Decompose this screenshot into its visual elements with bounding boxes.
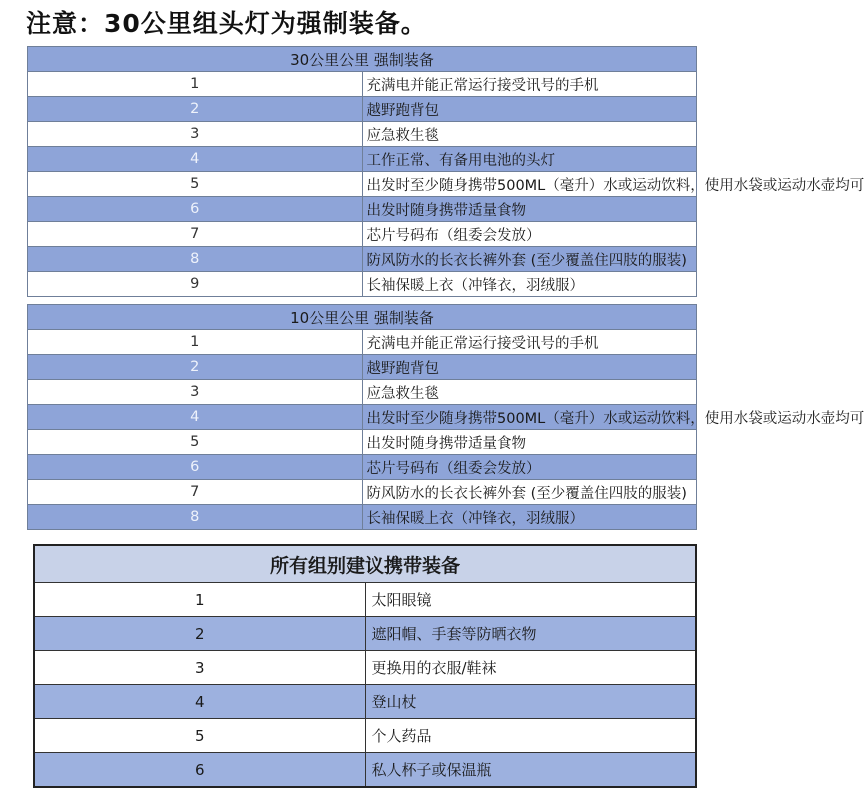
row-item: 越野跑背包 — [362, 97, 697, 122]
row-number: 3 — [28, 122, 363, 147]
table-row — [34, 651, 696, 685]
row-number: 1 — [28, 330, 363, 355]
table-row — [28, 355, 697, 380]
row-number: 7 — [28, 222, 363, 247]
row-item: 充满电并能正常运行接受讯号的手机 — [362, 72, 697, 97]
table-row — [28, 97, 697, 122]
row-number: 3 — [28, 380, 363, 405]
row-item: 芯片号码布（组委会发放） — [362, 455, 697, 480]
table-row — [28, 122, 697, 147]
row-item: 太阳眼镜 — [365, 583, 696, 617]
mandatory-30km-table — [27, 46, 864, 297]
row-number: 2 — [34, 617, 365, 651]
table-header: 30公里公里 强制装备 — [28, 47, 697, 72]
row-item: 出发时随身携带适量食物 — [362, 430, 697, 455]
row-number: 1 — [28, 72, 363, 97]
row-item: 工作正常、有备用电池的头灯 — [362, 147, 697, 172]
table-row — [28, 505, 697, 530]
row-item: 应急救生毯 — [362, 380, 697, 405]
table-row — [28, 172, 697, 197]
row-number: 5 — [28, 430, 363, 455]
table-row — [28, 480, 697, 505]
row-item: 更换用的衣服/鞋袜 — [365, 651, 696, 685]
table-row — [34, 583, 696, 617]
table-row — [28, 455, 697, 480]
row-item: 登山杖 — [365, 685, 696, 719]
row-item: 长袖保暖上衣（冲锋衣，羽绒服） — [362, 272, 697, 297]
row-item: 私人杯子或保温瓶 — [365, 753, 696, 788]
table-row — [34, 753, 696, 788]
row-item: 防风防水的长衣长裤外套 (至少覆盖住四肢的服装) — [362, 480, 697, 505]
row-number: 3 — [34, 651, 365, 685]
row-number: 4 — [34, 685, 365, 719]
row-number: 5 — [28, 172, 363, 197]
row-item: 越野跑背包 — [362, 355, 697, 380]
table-header: 所有组别建议携带装备 — [34, 545, 696, 583]
recommended-equipment-table — [33, 544, 697, 788]
row-item: 出发时随身携带适量食物 — [362, 197, 697, 222]
row-item: 出发时至少随身携带500ML（毫升）水或运动饮料，使用水袋或运动水壶均可 — [362, 172, 697, 197]
row-item: 充满电并能正常运行接受讯号的手机 — [362, 330, 697, 355]
row-number: 2 — [28, 355, 363, 380]
table-row — [28, 147, 697, 172]
row-number: 1 — [34, 583, 365, 617]
row-number: 8 — [28, 505, 363, 530]
table-row — [28, 72, 697, 97]
mandatory-10km-table — [27, 304, 864, 530]
row-number: 6 — [28, 197, 363, 222]
table-row — [28, 405, 697, 430]
row-number: 5 — [34, 719, 365, 753]
table-row — [28, 380, 697, 405]
row-item: 出发时至少随身携带500ML（毫升）水或运动饮料，使用水袋或运动水壶均可 — [362, 405, 697, 430]
row-number: 9 — [28, 272, 363, 297]
row-number: 6 — [28, 455, 363, 480]
table-row — [28, 272, 697, 297]
row-item: 防风防水的长衣长裤外套 (至少覆盖住四肢的服装) — [362, 247, 697, 272]
row-item: 长袖保暖上衣（冲锋衣，羽绒服） — [362, 505, 697, 530]
row-item: 芯片号码布（组委会发放） — [362, 222, 697, 247]
row-number: 4 — [28, 405, 363, 430]
table-row — [34, 719, 696, 753]
row-item: 应急救生毯 — [362, 122, 697, 147]
row-item: 遮阳帽、手套等防晒衣物 — [365, 617, 696, 651]
row-number: 7 — [28, 480, 363, 505]
row-number: 8 — [28, 247, 363, 272]
table-row — [28, 247, 697, 272]
table-row — [34, 617, 696, 651]
row-number: 4 — [28, 147, 363, 172]
table-row — [34, 685, 696, 719]
table-row — [28, 197, 697, 222]
row-number: 2 — [28, 97, 363, 122]
table-row — [28, 430, 697, 455]
table-row — [28, 330, 697, 355]
notice-heading: 注意：30公里组头灯为强制装备。 — [26, 9, 427, 38]
row-item: 个人药品 — [365, 719, 696, 753]
table-header: 10公里公里 强制装备 — [28, 305, 697, 330]
table-row — [28, 222, 697, 247]
row-number: 6 — [34, 753, 365, 788]
